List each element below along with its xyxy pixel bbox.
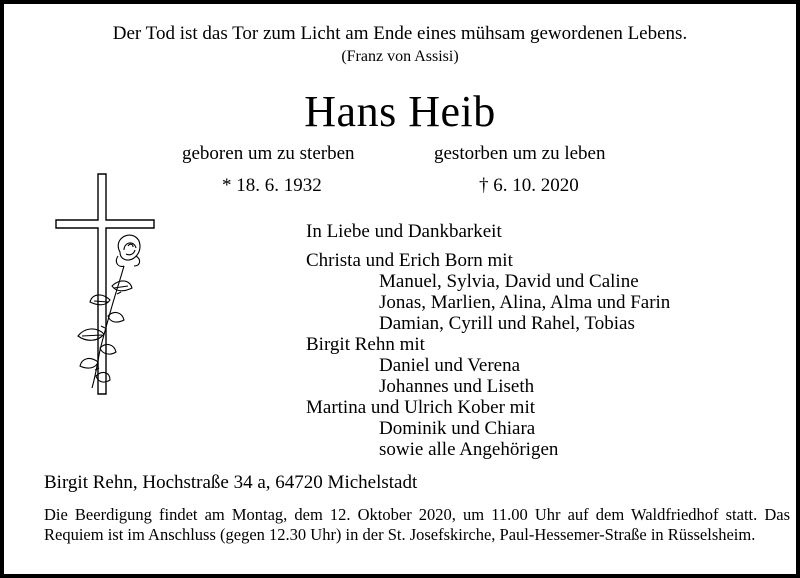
mourner-line: Manuel, Sylvia, David und Caline	[379, 271, 639, 292]
epigraph-author: (Franz von Assisi)	[341, 48, 459, 65]
mourner-line: sowie alle Angehörigen	[379, 439, 559, 460]
mourner-line: Christa und Erich Born mit	[306, 250, 513, 271]
deceased-name: Hans Heib	[304, 87, 496, 136]
mourner-line: Birgit Rehn mit	[306, 334, 425, 355]
born-label: geboren um zu sterben	[182, 143, 355, 164]
mourner-line: Damian, Cyrill und Rahel, Tobias	[379, 313, 635, 334]
mourner-line: Daniel und Verena	[379, 355, 521, 376]
cross-with-rose-icon	[54, 170, 164, 402]
dedication: In Liebe und Dankbarkeit	[306, 221, 502, 242]
funeral-info: Die Beerdigung findet am Montag, dem 12. Oktober 2020, um 11.00 Uhr auf dem Waldfriedhof statt. Das Requiem ist im Anschluss (gegen 12.30 Uhr) in der St. Josefskirche, Paul-Hessemer-Straße in Rüsselsheim.	[44, 505, 790, 544]
mourner-line: Dominik und Chiara	[379, 418, 536, 439]
contact-address: Birgit Rehn, Hochstraße 34 a, 64720 Michelstadt	[44, 472, 418, 493]
mourner-line: Johannes und Liseth	[379, 376, 535, 397]
mourner-line: Martina und Ulrich Kober mit	[306, 397, 536, 418]
died-date: † 6. 10. 2020	[479, 175, 579, 196]
born-date: * 18. 6. 1932	[222, 175, 322, 196]
epigraph-quote: Der Tod ist das Tor zum Licht am Ende eines mühsam gewordenen Lebens.	[112, 23, 688, 44]
died-label: gestorben um zu leben	[434, 143, 606, 164]
mourner-line: Jonas, Marlien, Alina, Alma und Farin	[379, 292, 671, 313]
